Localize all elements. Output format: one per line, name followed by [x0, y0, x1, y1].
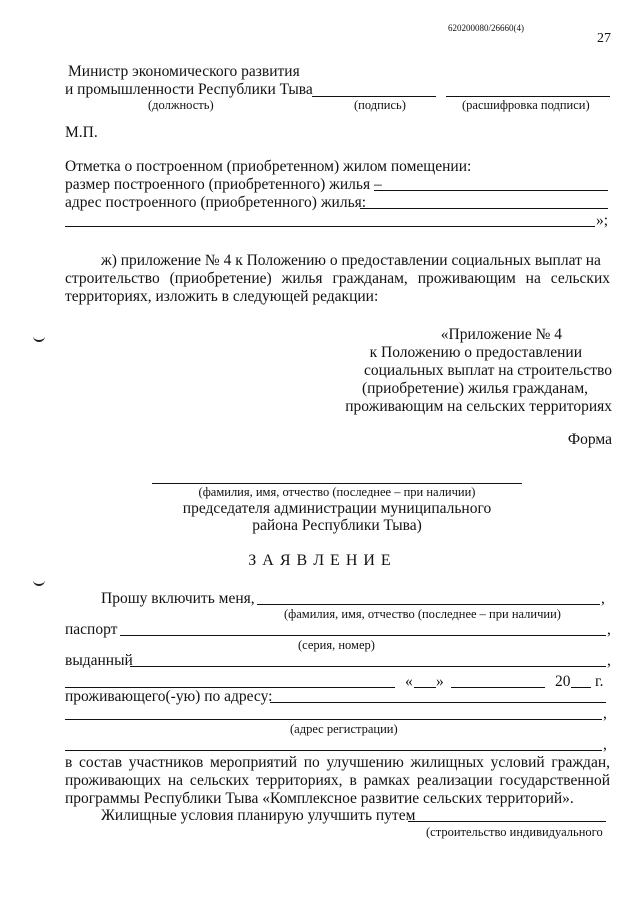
issue-year-field[interactable] [571, 687, 591, 688]
housing-address-field[interactable] [360, 208, 608, 209]
stamp-place: М.П. [65, 124, 98, 141]
housing-address-field-line2[interactable] [65, 226, 595, 227]
date-open-quote: « [405, 673, 413, 690]
comma: , [607, 652, 611, 669]
page-number: 27 [597, 31, 611, 46]
appendix-line3: социальных выплат на строительство [363, 362, 612, 379]
appendix-line5: проживающим на сельских территориях [345, 398, 612, 415]
amendment-first-line: ж) приложение № 4 к Положению о предоставлении социальных выплат на [101, 252, 601, 269]
addressee-line2: района Республики Тыва) [252, 517, 422, 534]
issued-by-field[interactable] [130, 666, 606, 667]
year-prefix: 20 [555, 673, 571, 690]
binding-mark [33, 334, 45, 342]
passport-caption: (серия, номер) [298, 638, 375, 652]
amendment-text: строительство (приобретение) жилья гражданам, проживающим на сельских территориях, изложить в следующей редакции: [65, 270, 610, 305]
comma: , [607, 621, 611, 638]
date-close-quote: » [436, 673, 444, 690]
application-title: З А Я В Л Е Н И Е [248, 552, 392, 569]
issue-month-field[interactable] [451, 687, 545, 688]
improvement-label: Жилищные условия планирую улучшить путем [101, 807, 416, 824]
signature-line [312, 96, 436, 97]
appendix-line4: (приобретение) жилья гражданам, [361, 380, 588, 397]
document-code: 620200080/26660(4) [448, 23, 524, 33]
caption-signature: (подпись) [354, 98, 406, 112]
housing-address-label: адрес построенного (приобретенного) жилья: [65, 194, 367, 211]
housing-mark-title: Отметка о построенном (приобретенном) жилом помещении: [65, 158, 472, 175]
binding-mark [33, 578, 45, 586]
issue-day-field[interactable] [414, 687, 436, 688]
comma: , [603, 736, 607, 753]
signature-decoding-line [446, 96, 610, 97]
residence-address-field[interactable] [270, 702, 606, 703]
appendix-line2: к Положению о предоставлении [369, 344, 582, 361]
comma: , [603, 705, 607, 722]
issued-label: выданный [65, 652, 133, 669]
addressee-caption: (фамилия, имя, отчество (последнее – при наличии) [198, 485, 476, 499]
applicant-name-field[interactable] [257, 604, 600, 605]
form-label: Форма [567, 431, 612, 448]
appendix-title: «Приложение № 4 [440, 326, 562, 343]
comma: , [601, 590, 605, 607]
residence-label: проживающего(-ую) по адресу: [65, 688, 273, 705]
caption-signature-decoding: (расшифровка подписи) [462, 98, 590, 112]
applicant-label: Прошу включить меня, [101, 590, 255, 607]
applicant-name-caption: (фамилия, имя, отчество (последнее – при наличии) [284, 607, 561, 621]
participants-text: в состав участников мероприятий по улучшению жилищных условий граждан, проживающих на сельских территориях, в рамках реализации государственной программы Республики Тыва «Комплексное развитие сельских территорий». [65, 754, 610, 807]
passport-field[interactable] [120, 635, 606, 636]
improvement-caption: (строительство индивидуального [426, 825, 603, 839]
housing-size-field[interactable] [374, 190, 608, 191]
closing-quote: »; [596, 212, 609, 229]
passport-label: паспорт [65, 621, 118, 638]
addressee-name-field[interactable] [152, 483, 522, 484]
housing-size-label: размер построенного (приобретенного) жилья – [65, 176, 382, 193]
year-suffix: г. [595, 673, 604, 690]
signatory-title-line2: и промышленности Республики Тыва [65, 81, 313, 98]
residence-address-caption: (адрес регистрации) [290, 722, 398, 736]
residence-address-field-line2[interactable] [65, 719, 602, 720]
signatory-title-line1: Министр экономического развития [68, 63, 300, 80]
addressee-line1: председателя администрации муниципального [182, 500, 492, 517]
extra-blank-line[interactable] [65, 750, 602, 751]
improvement-method-field[interactable] [408, 821, 606, 822]
caption-position: (должность) [148, 98, 214, 112]
